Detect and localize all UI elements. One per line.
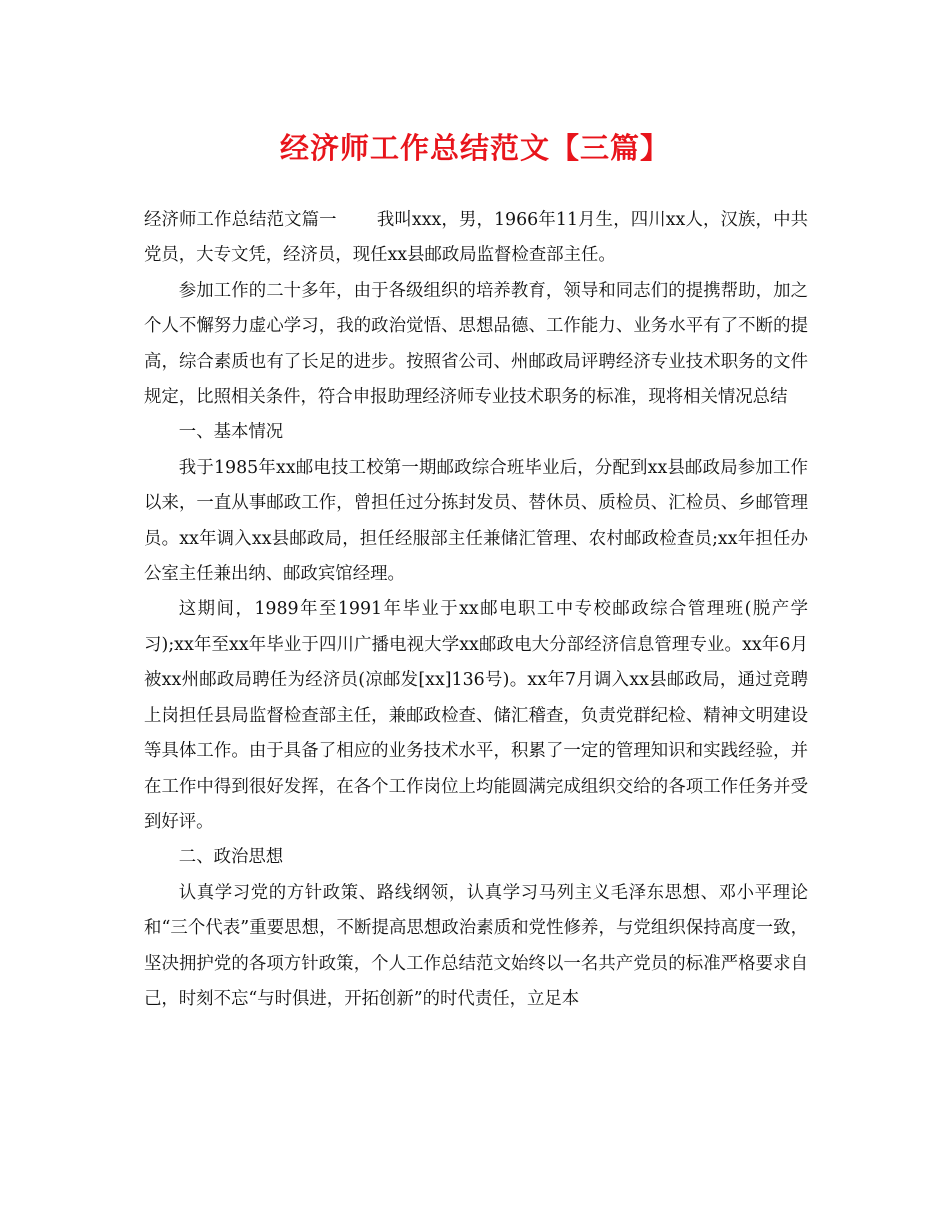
section-heading: 二、政治思想 xyxy=(178,847,284,868)
paragraph: 我于1985年xx邮电技工校第一期邮政综合班毕业后，分配到xx县邮政局参加工作以来，一直从事邮政工作，曾担任过分拣封发员、替休员、质检员、汇检员、乡邮管理员。xx年调入xx县邮政局，担任经服部主任兼储汇管理、农村邮政检查员;xx年担任办公室主任兼出纳、邮政宾馆经理。 xyxy=(144,457,808,585)
paragraph: 认真学习党的方针政策、路线纲领，认真学习马列主义毛泽东思想、邓小平理论和“三个代表”重要思想，不断提高思想政治素质和党性修养，与党组织保持高度一致，坚决拥护党的各项方针政策，个人工作总结范文始终以一名共产党员的标准严格要求自己，时刻不忘“与时俱进，开拓创新”的时代责任，立足本 xyxy=(144,882,808,1009)
intro-label: 经济师工作总结范文篇一 xyxy=(144,210,337,230)
intro-paragraph xyxy=(144,203,808,274)
section-heading: 一、基本情况 xyxy=(178,422,284,443)
document-title: 经济师工作总结范文【三篇】 xyxy=(279,131,670,165)
intro-text: 我叫xxx，男，1966年11月生，四川xx人，汉族，中共党员，大专文凭，经济员，现任xx县邮政局监督检查部主任。 xyxy=(144,210,808,266)
paragraph: 这期间，1989年至1991年毕业于xx邮电职工中专校邮政综合管理班(脱产学习);xx年至xx年毕业于四川广播电视大学xx邮政电大分部经济信息管理专业。xx年6月被xx州邮政局聘任为经济员(凉邮发[xx]136号)。xx年7月调入xx县邮政局，通过竞聘上岗担任县局监督检查部主任，兼邮政检查、储汇稽查，负责党群纪检、精神文明建设等具体工作。由于具备了相应的业务技术水平，积累了一定的管理知识和实践经验，并在工作中得到很好发挥，在各个工作岗位上均能圆满完成组织交给的各项工作任务并受到好评。 xyxy=(144,599,808,832)
document-body xyxy=(144,203,808,1017)
paragraph: 参加工作的二十多年，由于各级组织的培养教育，领导和同志们的提携帮助，加之个人不懈努力虚心学习，我的政治觉悟、思想品德、工作能力、业务水平有了不断的提高，综合素质也有了长足的进步。按照省公司、州邮政局评聘经济专业技术职务的文件规定，比照相关条件，符合申报助理经济师专业技术职务的标准，现将相关情况总结 xyxy=(144,280,808,408)
